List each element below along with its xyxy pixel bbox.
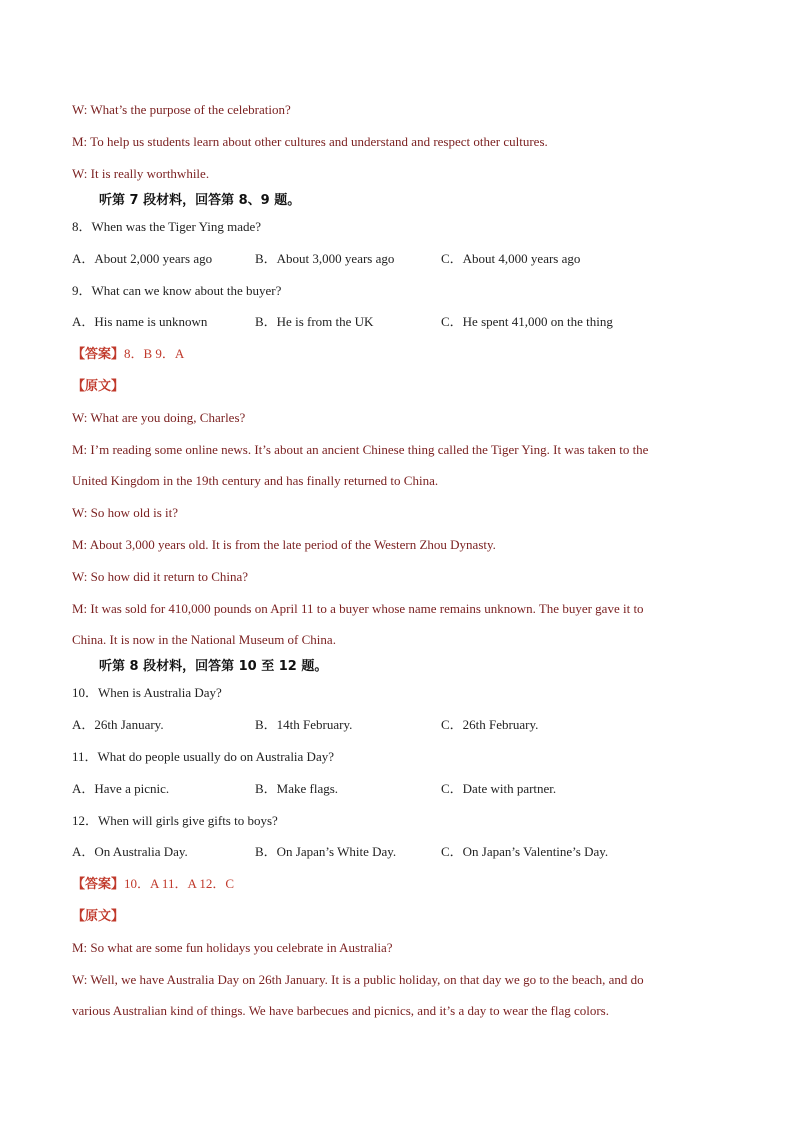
question-12: 12．When will girls give gifts to boys? — [72, 813, 278, 828]
dialogue-line: W: What’s the purpose of the celebration? — [72, 102, 291, 117]
question-8: 8．When was the Tiger Ying made? — [72, 219, 262, 234]
option-b: B．He is from the UK — [255, 314, 374, 329]
option-c: C．About 4,000 years ago — [441, 251, 581, 266]
source-label — [72, 908, 124, 925]
section-heading: 听第 8 段材料，回答第 10 至 12 题。 — [99, 659, 328, 674]
source-label-text: 【原文】 — [72, 909, 125, 924]
source-label-text: 【原文】 — [72, 379, 125, 394]
source-label — [72, 378, 124, 395]
option-c: C．Date with partner. — [441, 781, 557, 796]
transcript-line: W: Well, we have Australia Day on 26th January. It is a public holiday, on that day we go to the beach, and do — [72, 972, 644, 987]
option-b: B．14th February. — [255, 717, 353, 732]
transcript-line: United Kingdom in the 19th century and has finally returned to China. — [72, 473, 439, 488]
dialogue-line: M: To help us students learn about other cultures and understand and respect other cultures. — [72, 134, 548, 149]
dialogue-line: W: It is really worthwhile. — [72, 166, 210, 181]
section-heading: 听第 7 段材料，回答第 8、9 题。 — [99, 193, 301, 208]
transcript-line: M: About 3,000 years old. It is from the late period of the Western Zhou Dynasty. — [72, 537, 496, 552]
answer-text: 8．B 9．A — [124, 346, 185, 361]
answer-label: 【答案】 — [72, 877, 125, 892]
option-a: A．His name is unknown — [72, 314, 208, 329]
transcript-line: China. It is now in the National Museum of China. — [72, 632, 336, 647]
transcript-line: various Australian kind of things. We have barbecues and picnics, and it’s a day to wear the flag colors. — [72, 1003, 609, 1018]
transcript-line: M: So what are some fun holidays you celebrate in Australia? — [72, 940, 393, 955]
transcript-line: W: So how old is it? — [72, 505, 179, 520]
answer-text: 10．A 11．A 12．C — [124, 876, 235, 891]
answer-label: 【答案】 — [72, 347, 125, 362]
answer-line — [72, 876, 234, 893]
option-a: A．26th January. — [72, 717, 164, 732]
option-c: C．On Japan’s Valentine’s Day. — [441, 844, 609, 859]
option-b: B．On Japan’s White Day. — [255, 844, 397, 859]
option-a: A．About 2,000 years ago — [72, 251, 213, 266]
transcript-line: W: So how did it return to China? — [72, 569, 249, 584]
option-a: A．Have a picnic. — [72, 781, 170, 796]
question-10: 10．When is Australia Day? — [72, 685, 222, 700]
option-b: B．Make flags. — [255, 781, 339, 796]
answer-line — [72, 346, 184, 363]
option-c: C．26th February. — [441, 717, 539, 732]
transcript-line: M: It was sold for 410,000 pounds on April 11 to a buyer whose name remains unknown. The buyer gave it to — [72, 601, 644, 616]
transcript-line: W: What are you doing, Charles? — [72, 410, 246, 425]
option-a: A．On Australia Day. — [72, 844, 188, 859]
question-11: 11．What do people usually do on Australia Day? — [72, 749, 334, 764]
option-b: B．About 3,000 years ago — [255, 251, 395, 266]
option-c: C．He spent 41,000 on the thing — [441, 314, 613, 329]
question-9: 9．What can we know about the buyer? — [72, 283, 282, 298]
transcript-line: M: I’m reading some online news. It’s about an ancient Chinese thing called the Tiger Ying. It was taken to the — [72, 442, 649, 457]
